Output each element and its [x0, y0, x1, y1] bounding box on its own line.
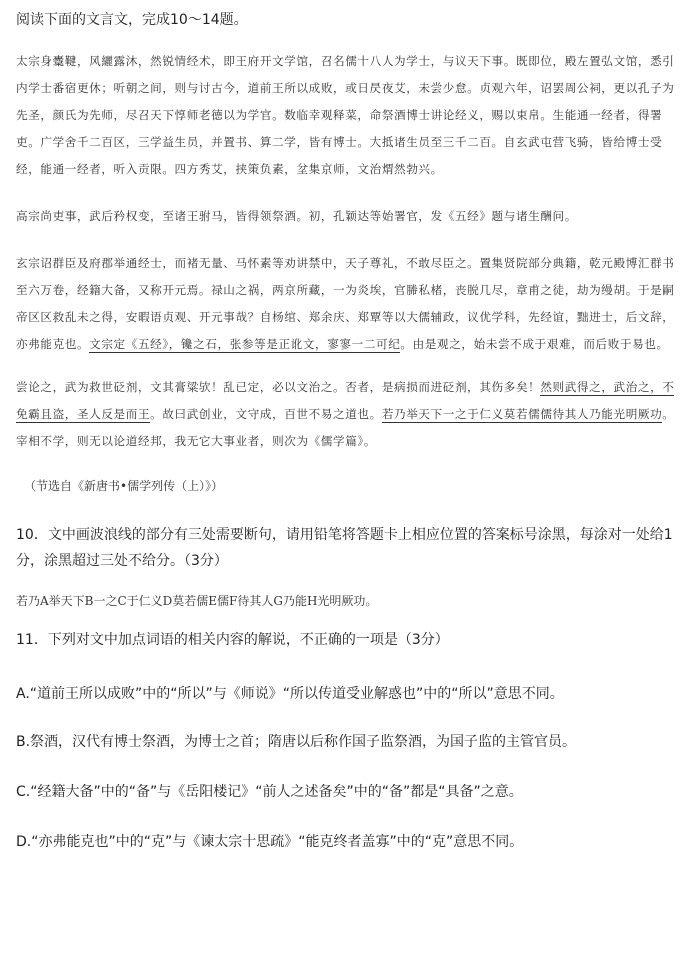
passage-text: 。故曰武创业，文守成，百世不易之道也。 — [150, 407, 382, 421]
passage-text: 玄宗诏群臣及府郡举通经士，而褚无量、马怀素等劝讲禁中，天子尊礼，不敢尽臣之。置集贤院部分典籍，乾元殿博汇群书至六万卷，经籍大备，又称开元焉。禄山之祸，两京所藏，一为炎埃，官幐私楮，丧脱几尽，章甫之徒，劫为缦胡。于是嗣帝区区救乱未之得，安暇语贞观、开元事哉？自杨绾、郑余庆、郑覃等以大儒辅政，议优学科，先经谊，黜进士，后文辞，亦弗能克也。 — [16, 256, 675, 351]
passage-paragraph-1: 太宗身櫜鞬，风纚露沐，然锐情经术，即王府开文学馆，召名儒十八人为学士，与议天下事。既即位，殿左置弘文馆，悉引内学士番宿更休；听朝之间，则与讨古今，道前王所以成败，或日昃夜艾，未尝少怠。贞观六年，诏罢周公祠，更以孔子为先圣，颜氏为先师，尽召天下惇师老德以为学官。数临幸观释菜，命祭酒博士讲论经义，赐以束帛。生能通一经者，得署吏。广学舍千二百区，三学益生员，并置书、算二学，皆有博士。大抵诸生员至三千二百。自玄武屯营飞骑，皆给博士受经，能通一经者，听入贡限。四方秀艾，挟策负素，坌集京师，文治煟然勃兴。 — [16, 54, 675, 176]
passage-text: 尝论之，武为救世砭剂，文其膏粱欤！乱已定，必以文治之。否者，是病损而进砭剂，其伤多矣！ — [16, 380, 541, 394]
reading-instruction: 阅读下面的文言文，完成10～14题。 — [16, 12, 248, 28]
passage-paragraph-3 — [16, 250, 685, 358]
wavy-underlined-sentence: 若乃举天下一之于仁义莫若儒儒待其人乃能光明厥功 — [381, 407, 663, 421]
underlined-sentence: 然则武得之，武治之，不免霸且盗，圣人反是而王 — [16, 380, 675, 421]
question-11: 11．下列对文中加点词语的相关内容的解说，不正确的一项是（3分） — [16, 632, 449, 648]
passage-text: 。由是观之，始未尝不成于艰难，而后败于易也。 — [400, 337, 669, 351]
underlined-sentence: 文宗定《五经》，镵之石，张参等是正讹文，寥寥一二可纪 — [89, 337, 401, 351]
option-d: D.“亦弗能克也”中的“克”与《谏太宗十思疏》“能克终者盖寡”中的“克”意思不同。 — [16, 834, 524, 850]
passage-source: （节选自《新唐书•儒学列传（上）》） — [24, 479, 224, 493]
option-a: A.“道前王所以成败”中的“所以”与《师说》“所以传道受业解惑也”中的“所以”意思不同。 — [16, 686, 564, 702]
option-c: C.“经籍大备”中的“备”与《岳阳楼记》“前人之述备矣”中的“备”都是“具备”之意。 — [16, 784, 523, 800]
option-b: B.祭酒，汉代有博士祭酒，为博士之首；隋唐以后称作国子监祭酒，为国子监的主管官员。 — [16, 734, 577, 750]
question-10: 10．文中画波浪线的部分有三处需要断句，请用铅笔将答题卡上相应位置的答案标号涂黑，每涂对一处给1分，涂黑超过三处不给分。（3分） — [16, 527, 673, 569]
passage-paragraph-2: 高宗尚吏事，武后矜权变，至诸王驸马，皆得领祭酒。初，孔颖达等始署官，发《五经》题与诸生酬问。 — [16, 209, 577, 223]
passage-paragraph-4 — [16, 374, 685, 455]
question-10-answer-options: 若乃A举天下B一之C于仁义D莫若儒E儒F待其人G乃能H光明厥功。 — [16, 594, 378, 608]
passage-text: 。宰相不学，则无以论道经邦，我无它大事业者，则次为《儒学篇》。 — [16, 407, 675, 448]
